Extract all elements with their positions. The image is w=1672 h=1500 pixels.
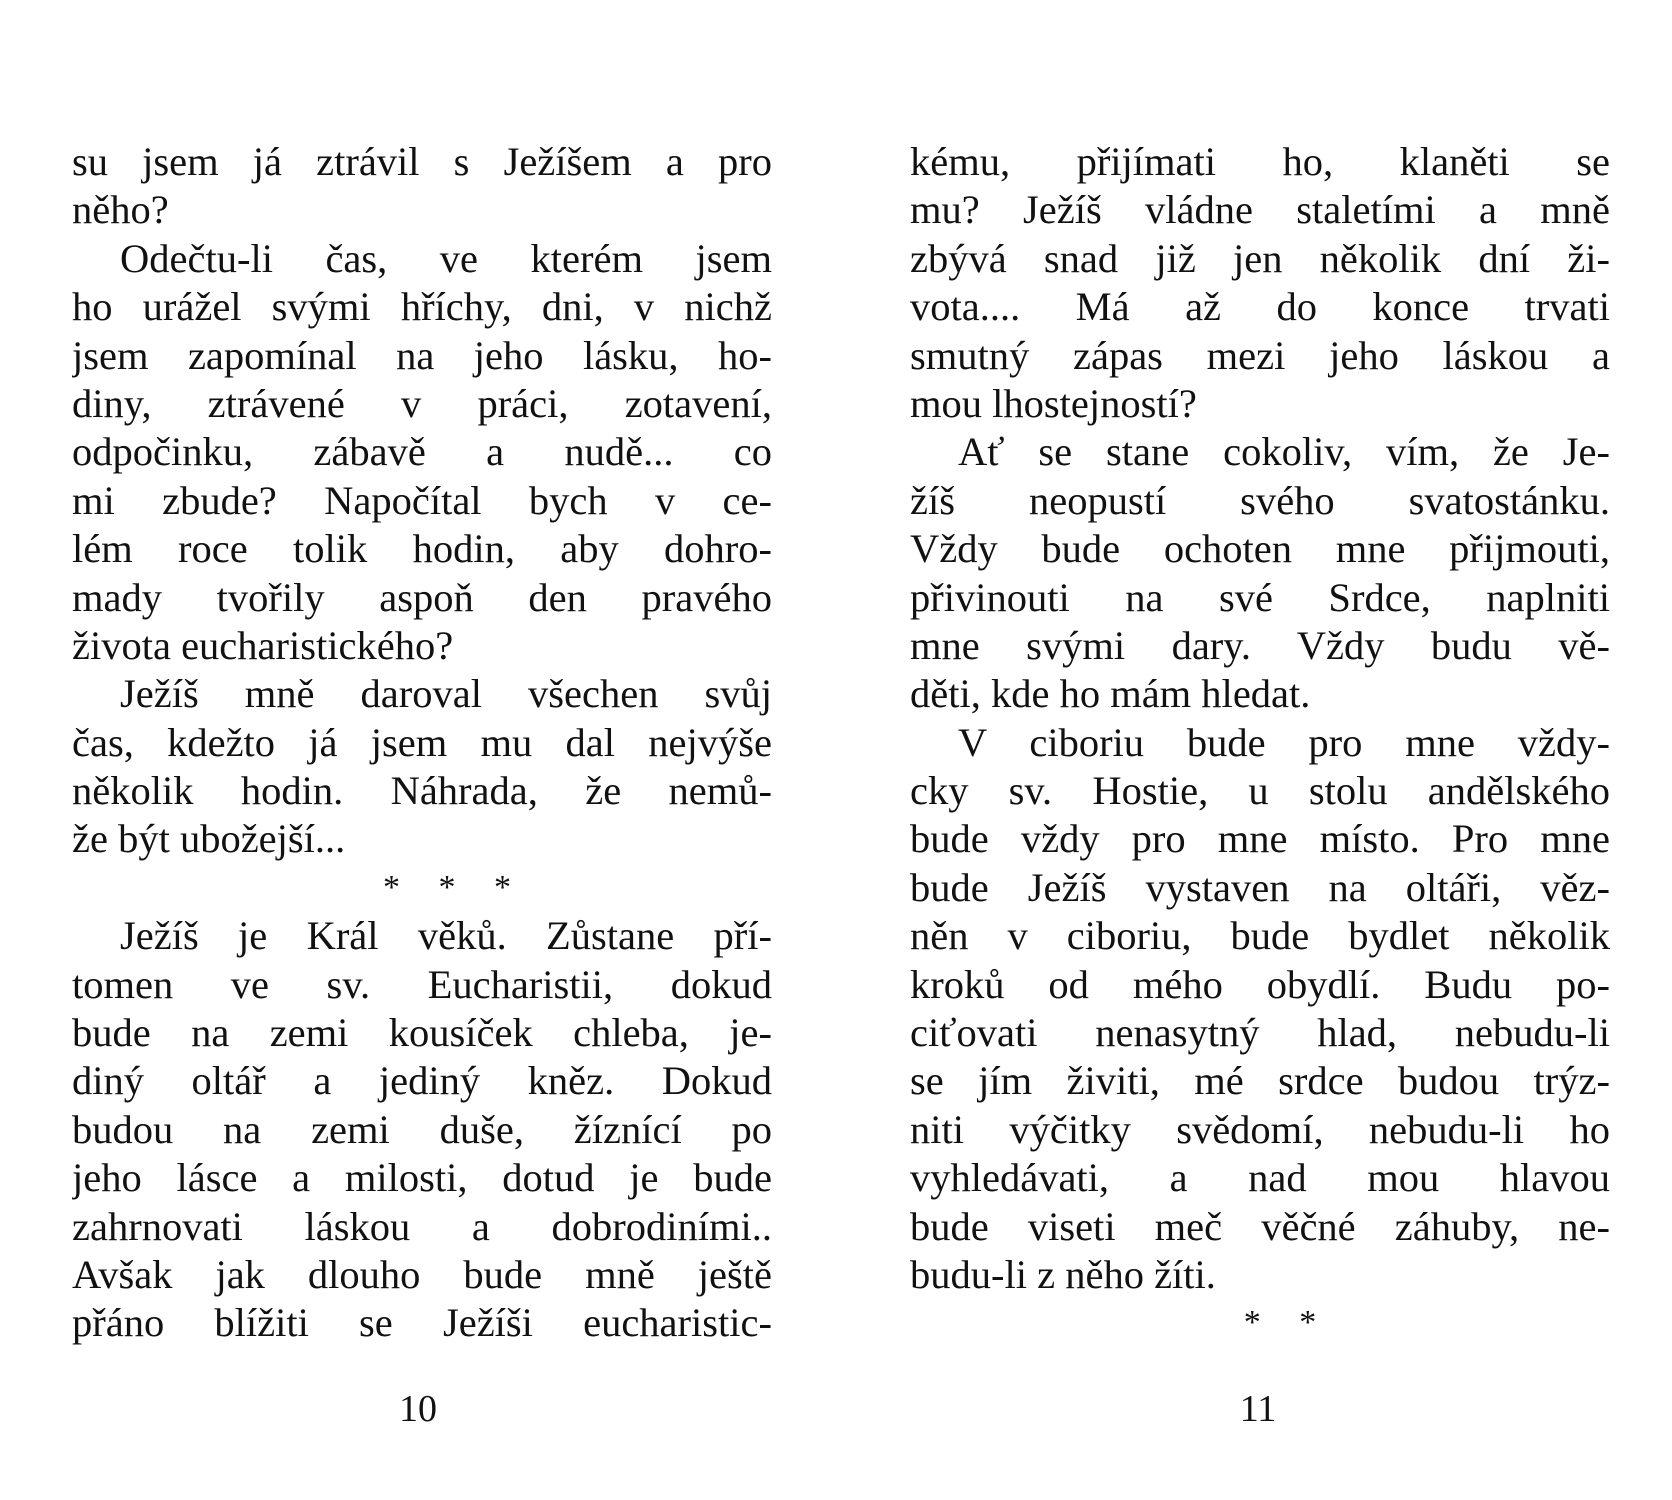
text-line: mne svými dary. Vždy budu vě- (910, 622, 1610, 668)
text-line: budu-li z něho žíti. (910, 1251, 1216, 1297)
text-line: že být ubožejší... (72, 816, 346, 862)
text-line: diný oltář a jediný kněz. Dokud (72, 1058, 772, 1104)
text-line: zbývá snad již jen několik dní ži- (910, 235, 1610, 281)
text-line: čas, kdežto já jsem mu dal nejvýše (72, 719, 772, 765)
text-line: kroků od mého obydlí. Budu po- (910, 961, 1610, 1007)
text-line: odpočinku, zábavě a nudě... co (72, 429, 772, 475)
text-line: Ježíš je Král věků. Zůstane pří- (120, 913, 772, 959)
text-line: Avšak jak dlouho bude mně ještě (72, 1251, 772, 1297)
left-page (72, 138, 772, 1348)
text-line: lém roce tolik hodin, aby dohro- (72, 526, 772, 572)
text-line: V ciboriu bude pro mne vždy- (958, 719, 1610, 765)
text-line: jeho lásce a milosti, dotud je bude (72, 1155, 772, 1201)
section-divider-stars: * * (1243, 1304, 1317, 1342)
text-line: vota.... Má až do konce trvati (910, 284, 1610, 330)
text-line: jsem zapomínal na jeho lásku, ho- (72, 332, 772, 378)
text-line: přáno blížiti se Ježíši eucharistic- (72, 1300, 772, 1346)
text-line: su jsem já ztrávil s Ježíšem a pro (72, 139, 772, 184)
text-line: něn v ciboriu, bude bydlet několik (910, 913, 1610, 959)
page-number-right: 11 (1239, 1388, 1277, 1430)
text-line: několik hodin. Náhrada, že nemů- (72, 768, 772, 814)
page-number-left: 10 (399, 1388, 437, 1430)
text-line: mi zbude? Napočítal bych v ce- (72, 477, 772, 523)
text-line: bude Ježíš vystaven na oltáři, věz- (910, 864, 1610, 910)
section-divider-stars: * * * (383, 868, 511, 906)
text-line: žíš neopustí svého svatostánku. (910, 477, 1610, 523)
text-line: mou lhostejností? (910, 380, 1197, 426)
text-line: něho? (72, 187, 169, 233)
text-line: se jím živiti, mé srdce budou trýz- (910, 1058, 1610, 1104)
text-line: Ať se stane cokoliv, vím, že Je- (958, 429, 1610, 475)
text-line: Odečtu-li čas, ve kterém jsem (120, 235, 772, 281)
text-line: děti, kde ho mám hledat. (910, 671, 1311, 717)
text-line: niti výčitky svědomí, nebudu-li ho (910, 1106, 1610, 1152)
text-line: budou na zemi duše, žíznící po (72, 1106, 772, 1152)
text-line: Vždy bude ochoten mne přijmouti, (910, 526, 1610, 572)
text-line: kému, přijímati ho, klaněti se (910, 139, 1610, 184)
text-line: mady tvořily aspoň den pravého (72, 574, 772, 620)
text-line: bude viseti meč věčné záhuby, ne- (910, 1203, 1610, 1249)
text-line: bude na zemi kousíček chleba, je- (72, 1010, 772, 1056)
text-line: Ježíš mně daroval všechen svůj (120, 671, 772, 717)
text-line: vyhledávati, a nad mou hlavou (910, 1155, 1610, 1201)
right-page (910, 138, 1610, 1348)
text-line: ciťovati nenasytný hlad, nebudu-li (910, 1010, 1610, 1056)
text-line: tomen ve sv. Eucharistii, dokud (72, 961, 772, 1007)
text-line: diny, ztrávené v práci, zotavení, (72, 380, 772, 426)
text-line: cky sv. Hostie, u stolu andělského (910, 768, 1610, 814)
text-line: mu? Ježíš vládne staletími a mně (910, 187, 1610, 233)
text-line: bude vždy pro mne místo. Pro mne (910, 816, 1610, 862)
text-line: zahrnovati láskou a dobrodiními.. (72, 1203, 772, 1249)
text-line: přivinouti na své Srdce, naplniti (910, 574, 1610, 620)
text-line: ho urážel svými hříchy, dni, v nichž (72, 284, 772, 330)
text-line: života eucharistického? (72, 622, 454, 668)
text-line: smutný zápas mezi jeho láskou a (910, 332, 1610, 378)
